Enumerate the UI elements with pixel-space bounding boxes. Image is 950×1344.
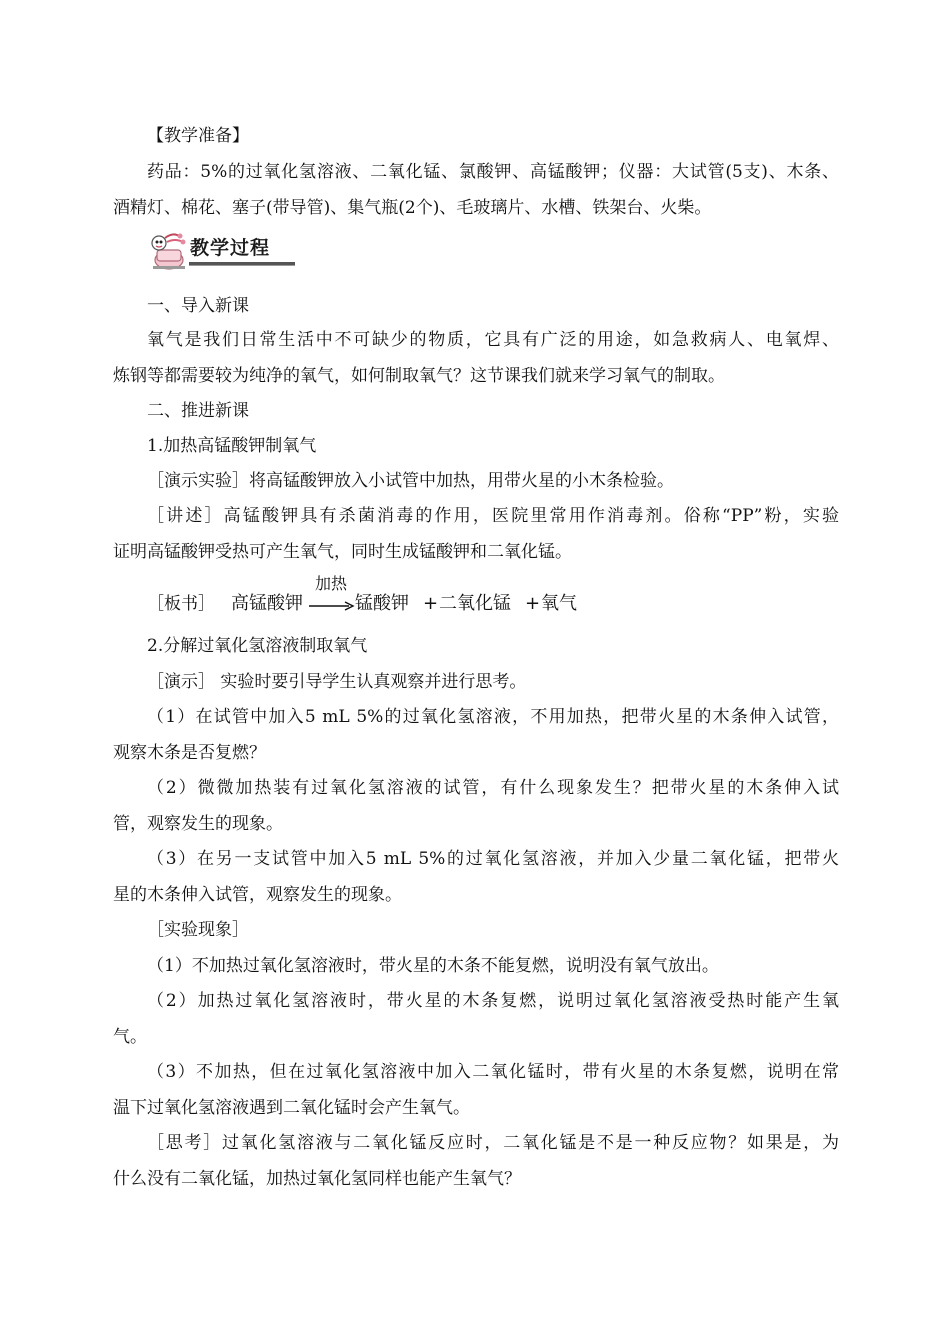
section-2-heading: 2.分解过氧化氢溶液制取氧气 xyxy=(147,636,368,656)
board-label: ［板书］ xyxy=(147,594,215,614)
demo-2: ［演示］ 实验时要引导学生认真观察并进行思考。 xyxy=(147,672,527,692)
step-3-line-2: 星的木条伸入试管，观察发生的现象。 xyxy=(113,885,402,905)
phenomena-heading: ［实验现象］ xyxy=(147,920,249,940)
step-3-line-1: （3）在另一支试管中加入5 mL 5%的过氧化氢溶液，并加入少量二氧化锰，把带火 xyxy=(147,849,839,869)
intro-line-1: 氧气是我们日常生活中不可缺少的物质，它具有广泛的用途，如急救病人、电氧焊、 xyxy=(147,330,839,350)
reaction-arrow-icon xyxy=(309,600,355,612)
think-line-2: 什么没有二氧化锰，加热过氧化氢同样也能产生氧气？ xyxy=(113,1169,521,1189)
step-1-line-2: 观察木条是否复燃？ xyxy=(113,743,266,763)
plus-2: + xyxy=(525,593,541,614)
lecture-line-2: 证明高锰酸钾受热可产生氧气，同时生成锰酸钾和二氧化锰。 xyxy=(113,542,572,562)
think-line-1: ［思考］过氧化氢溶液与二氧化锰反应时，二氧化锰是不是一种反应物？如果是，为 xyxy=(147,1133,839,1153)
phenomenon-1: （1）不加热过氧化氢溶液时，带火星的木条不能复燃，说明没有氧气放出。 xyxy=(147,956,719,976)
step-2-line-2: 管，观察发生的现象。 xyxy=(113,814,283,834)
badge-underline xyxy=(189,262,295,266)
plus-1: + xyxy=(423,593,439,614)
section-1-heading: 1.加热高锰酸钾制氧气 xyxy=(147,436,317,456)
mascot-icon xyxy=(145,230,189,272)
step-1-line-1: （1）在试管中加入5 mL 5%的过氧化氢溶液，不用加热，把带火星的木条伸入试管， xyxy=(147,707,839,727)
product-1: 锰酸钾 xyxy=(355,593,409,614)
step-2-line-1: （2）微微加热装有过氧化氢溶液的试管，有什么现象发生？把带火星的木条伸入试 xyxy=(147,778,839,798)
phenomenon-2-line-1: （2）加热过氧化氢溶液时，带火星的木条复燃，说明过氧化氢溶液受热时能产生氧 xyxy=(147,991,839,1011)
teaching-process-label: 教学过程 xyxy=(190,237,271,259)
prep-line-2: 酒精灯、棉花、塞子(带导管)、集气瓶(2个)、毛玻璃片、水槽、铁架台、火柴。 xyxy=(113,198,712,218)
intro-heading: 一、导入新课 xyxy=(147,296,249,316)
product-2: 二氧化锰 xyxy=(439,593,511,614)
product-3: 氧气 xyxy=(541,593,577,614)
phenomenon-3-line-1: （3）不加热，但在过氧化氢溶液中加入二氧化锰时，带有火星的木条复燃，说明在常 xyxy=(147,1062,839,1082)
intro-line-2: 炼钢等都需要较为纯净的氧气，如何制取氧气？这节课我们就来学习氧气的制取。 xyxy=(113,366,725,386)
prep-heading: 【教学准备】 xyxy=(147,126,249,146)
reaction-condition: 加热 xyxy=(315,574,348,593)
phenomenon-3-line-2: 温下过氧化氢溶液遇到二氧化锰时会产生氧气。 xyxy=(113,1098,470,1118)
prep-line-1: 药品：5%的过氧化氢溶液、二氧化锰、氯酸钾、高锰酸钾；仪器：大试管(5支)、木条、 xyxy=(147,162,839,182)
reactant: 高锰酸钾 xyxy=(231,593,303,614)
advance-heading: 二、推进新课 xyxy=(147,401,249,421)
teaching-process-badge xyxy=(145,230,295,272)
demo-experiment-1: ［演示实验］将高锰酸钾放入小试管中加热，用带火星的小木条检验。 xyxy=(147,471,674,491)
lecture-line-1: ［讲述］高锰酸钾具有杀菌消毒的作用，医院里常用作消毒剂。俗称“PP”粉，实验 xyxy=(147,506,839,526)
phenomenon-2-line-2: 气。 xyxy=(113,1027,147,1047)
